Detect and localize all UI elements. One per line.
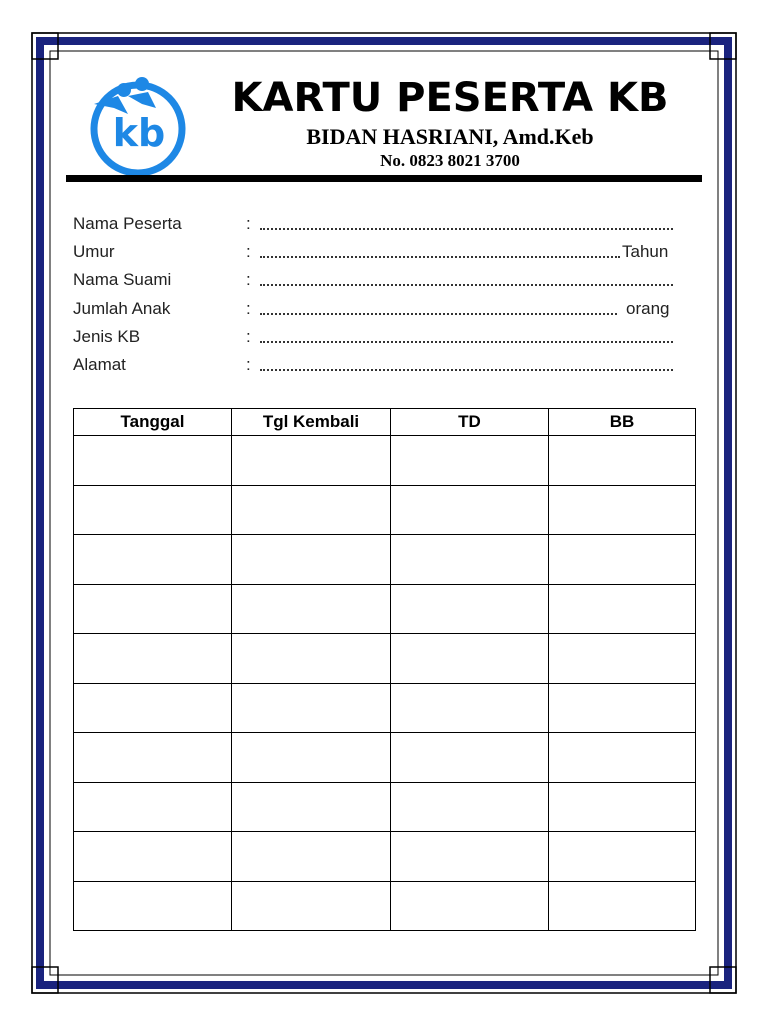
table-cell[interactable] <box>74 683 232 733</box>
field-nama-peserta <box>73 212 673 240</box>
column-header-tgl-kembali: Tgl Kembali <box>232 409 391 436</box>
table-cell[interactable] <box>549 683 696 733</box>
table-row <box>74 535 696 585</box>
column-header-bb: BB <box>549 409 696 436</box>
field-unit: orang <box>626 298 670 318</box>
table-header-row <box>74 409 696 436</box>
table-cell[interactable] <box>391 881 549 931</box>
table-row <box>74 485 696 535</box>
table-cell[interactable] <box>549 634 696 684</box>
table-cell[interactable] <box>232 584 391 634</box>
table-row <box>74 436 696 486</box>
table-cell[interactable] <box>74 881 232 931</box>
header-divider <box>66 175 702 182</box>
table-cell[interactable] <box>232 485 391 535</box>
table-cell[interactable] <box>549 881 696 931</box>
table-cell[interactable] <box>391 634 549 684</box>
column-header-td: TD <box>391 409 549 436</box>
fill-in-line[interactable] <box>260 369 673 371</box>
table-cell[interactable] <box>391 485 549 535</box>
midwife-name: BIDAN HASRIANI, Amd.Keb <box>306 124 594 149</box>
fill-in-line[interactable] <box>260 256 620 258</box>
field-nama-suami <box>73 268 673 296</box>
field-colon: : <box>246 326 251 346</box>
field-label: Umur <box>73 242 115 262</box>
table-cell[interactable] <box>232 683 391 733</box>
table-row <box>74 584 696 634</box>
participant-fields <box>73 212 673 381</box>
table-cell[interactable] <box>549 832 696 882</box>
phone-number: No. 0823 8021 3700 <box>380 151 520 170</box>
table-cell[interactable] <box>391 733 549 783</box>
table-cell[interactable] <box>549 584 696 634</box>
field-label: Jumlah Anak <box>73 298 171 318</box>
field-jenis-kb <box>73 325 673 353</box>
field-label: Jenis KB <box>73 326 141 346</box>
table-row <box>74 782 696 832</box>
table-cell[interactable] <box>391 832 549 882</box>
table-cell[interactable] <box>549 782 696 832</box>
table-cell[interactable] <box>232 535 391 585</box>
table-cell[interactable] <box>232 436 391 486</box>
table-cell[interactable] <box>391 584 549 634</box>
field-umur <box>73 240 673 268</box>
table-cell[interactable] <box>232 733 391 783</box>
table-cell[interactable] <box>549 485 696 535</box>
table-cell[interactable] <box>232 881 391 931</box>
table-cell[interactable] <box>391 782 549 832</box>
table-cell[interactable] <box>549 535 696 585</box>
table-cell[interactable] <box>391 535 549 585</box>
table-cell[interactable] <box>391 436 549 486</box>
field-colon: : <box>246 242 251 262</box>
card-title: KARTU PESERTA KB <box>231 75 669 121</box>
field-jumlah-anak <box>73 297 673 325</box>
kb-logo-icon <box>84 74 188 178</box>
visit-log-table <box>73 408 696 931</box>
table-row <box>74 881 696 931</box>
table-cell[interactable] <box>232 832 391 882</box>
table-cell[interactable] <box>74 535 232 585</box>
table-cell[interactable] <box>232 782 391 832</box>
table-cell[interactable] <box>74 733 232 783</box>
table-cell[interactable] <box>74 634 232 684</box>
field-label: Alamat <box>73 354 126 374</box>
field-alamat <box>73 353 673 381</box>
fill-in-line[interactable] <box>260 341 673 343</box>
column-header-tanggal: Tanggal <box>74 409 232 436</box>
table-cell[interactable] <box>74 485 232 535</box>
table-row <box>74 832 696 882</box>
table-cell[interactable] <box>549 733 696 783</box>
svg-text:kb: kb <box>112 111 166 155</box>
table-cell[interactable] <box>391 683 549 733</box>
table-row <box>74 683 696 733</box>
table-cell[interactable] <box>74 832 232 882</box>
table-cell[interactable] <box>232 634 391 684</box>
field-label: Nama Suami <box>73 270 172 290</box>
field-label: Nama Peserta <box>73 214 182 233</box>
fill-in-line[interactable] <box>260 313 617 315</box>
field-colon: : <box>246 214 251 233</box>
fill-in-line[interactable] <box>260 284 673 286</box>
table-row <box>74 733 696 783</box>
table-cell[interactable] <box>549 436 696 486</box>
field-colon: : <box>246 354 251 374</box>
table-cell[interactable] <box>74 782 232 832</box>
table-body <box>74 436 696 931</box>
fill-in-line[interactable] <box>260 228 673 230</box>
field-unit: Tahun <box>622 242 669 262</box>
table-cell[interactable] <box>74 584 232 634</box>
table-row <box>74 634 696 684</box>
field-colon: : <box>246 270 251 290</box>
table-cell[interactable] <box>74 436 232 486</box>
field-colon: : <box>246 298 251 318</box>
